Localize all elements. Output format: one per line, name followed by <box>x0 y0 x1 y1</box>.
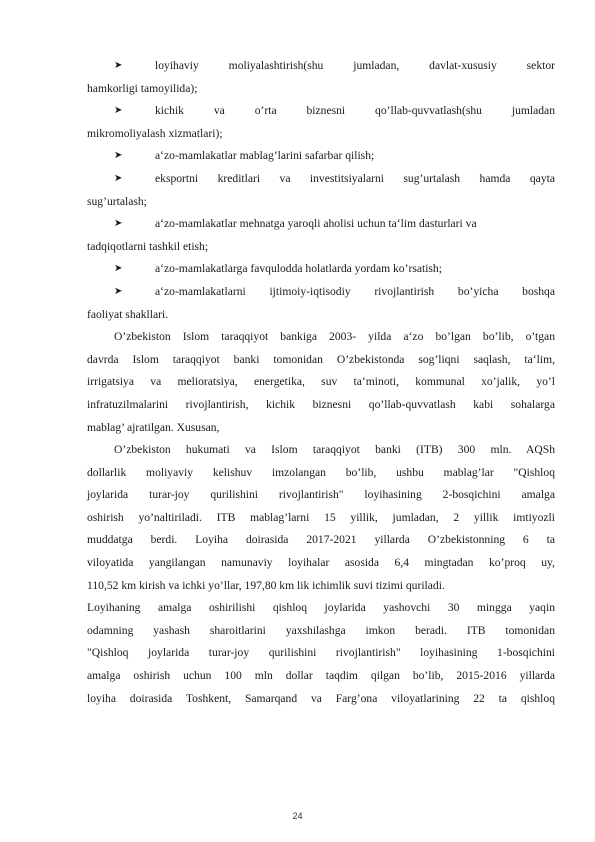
list-item <box>87 55 555 100</box>
bullet-text: eksportni kreditlari va investitsiyalarni sug’urtalash hamda qayta <box>155 171 555 185</box>
text-line: irrigatsiya va melioratsiya, energetika, suv ta‘minoti, kommunal xo’jalik, yo’l <box>87 375 555 389</box>
bullet-continuation: hamkorligi tamoyilida); <box>87 81 198 95</box>
bullet-text: a‘zo-mamlakatlarga favqulodda holatlarda yordam ko’rsatish; <box>155 262 442 276</box>
list-item <box>87 168 555 213</box>
arrow-bullet-icon: ➤ <box>114 285 123 297</box>
text-line: O’zbekiston Islom taraqqiyot bankiga 2003- yilda a‘zo bo’lgan bo’lib, o’tgan <box>114 330 555 344</box>
text-line: "Qishloq joylarida turar-joy qurilishini rivojlantirish" loyihasining 1-bosqichini <box>87 646 555 660</box>
arrow-bullet-icon: ➤ <box>114 105 123 117</box>
bullet-text: a‘zo-mamlakatlar mehnatga yaroqli aholisi uchun ta‘lim dasturlari va <box>155 217 477 231</box>
text-line: muddatga berdi. Loyiha doirasida 2017-2021 yillarda O’zbekistonning 6 ta <box>87 533 555 547</box>
text-line: infratuzilmalarini rivojlantirish, kichik biznesni qo’llab-quvvatlash kabi sohalarga <box>87 397 555 411</box>
text-line: O’zbekiston hukumati va Islom taraqqiyot banki (ITB) 300 mln. AQSh <box>114 443 555 457</box>
list-item <box>87 213 555 258</box>
arrow-bullet-icon: ➤ <box>114 263 123 275</box>
text-line: loyiha doirasida Toshkent, Samarqand va Farg’ona viloyatlarining 22 ta qishloq <box>87 691 555 705</box>
text-line: amalga oshirish uchun 100 mln dollar taqdim qilgan bo’lib, 2015-2016 yillarda <box>87 669 555 683</box>
text-line: odamning yashash sharoitlarini yaxshilashga imkon beradi. ITB tomonidan <box>87 623 555 637</box>
text-line: oshirish yo’naltiriladi. ITB mablag’larni 15 yillik, jumladan, 2 yillik imtiyozli <box>87 510 555 524</box>
bullet-text: a‘zo-mamlakatlarni ijtimoiy-iqtisodiy rivojlantirish bo’yicha boshqa <box>155 284 555 298</box>
list-item <box>87 100 555 145</box>
text-line: joylarida turar-joy qurilishini rivojlantirish" loyihasining 2-bosqichini amalga <box>87 488 555 502</box>
bullet-continuation: sug’urtalash; <box>87 194 147 208</box>
arrow-bullet-icon: ➤ <box>114 218 123 230</box>
bullet-text: loyihaviy moliyalashtirish(shu jumladan, davlat-xususiy sektor <box>155 59 555 72</box>
bullet-text: a‘zo-mamlakatlar mablag’larini safarbar qilish; <box>155 149 375 163</box>
paragraph-project-impact <box>87 597 555 710</box>
text-line: davrda Islom taraqqiyot banki tomonidan O’zbekistonda sog’liqni saqlash, ta‘lim, <box>87 352 555 366</box>
list-item <box>87 258 555 281</box>
arrow-bullet-icon: ➤ <box>114 150 123 162</box>
arrow-bullet-icon: ➤ <box>114 172 123 184</box>
text-line: viloyatida yangilangan namunaviy loyihalar asosida 6,4 mingtadan ko’proq uy, <box>87 556 555 570</box>
text-line: mablag’ ajratilgan. Xususan, <box>87 420 220 434</box>
list-item <box>87 145 555 168</box>
text-line: 110,52 km kirish va ichki yo’llar, 197,80 km lik ichimlik suvi tizimi quriladi. <box>87 578 445 592</box>
text-line: dollarlik moliyaviy kelishuv imzolangan bo’lib, ushbu mablag’lar "Qishloq <box>87 465 555 479</box>
arrow-bullet-icon: ➤ <box>114 60 123 71</box>
paragraph-financing-agreement <box>87 439 555 597</box>
bullet-continuation: faoliyat shakllari. <box>87 307 169 321</box>
text-line: Loyihaning amalga oshirilishi qishloq joylarida yashovchi 30 mingga yaqin <box>87 601 555 615</box>
bullet-continuation: tadqiqotlarni tashkil etish; <box>87 239 209 253</box>
bullet-list <box>87 55 555 326</box>
paragraph-isdb-membership <box>87 326 555 439</box>
page-number: 24 <box>292 811 303 821</box>
bullet-continuation: mikromoliyalash xizmatlari); <box>87 126 223 140</box>
list-item <box>87 281 555 326</box>
bullet-text: kichik va o’rta biznesni qo’llab-quvvatlash(shu jumladan <box>155 104 555 118</box>
page-body <box>87 55 555 710</box>
